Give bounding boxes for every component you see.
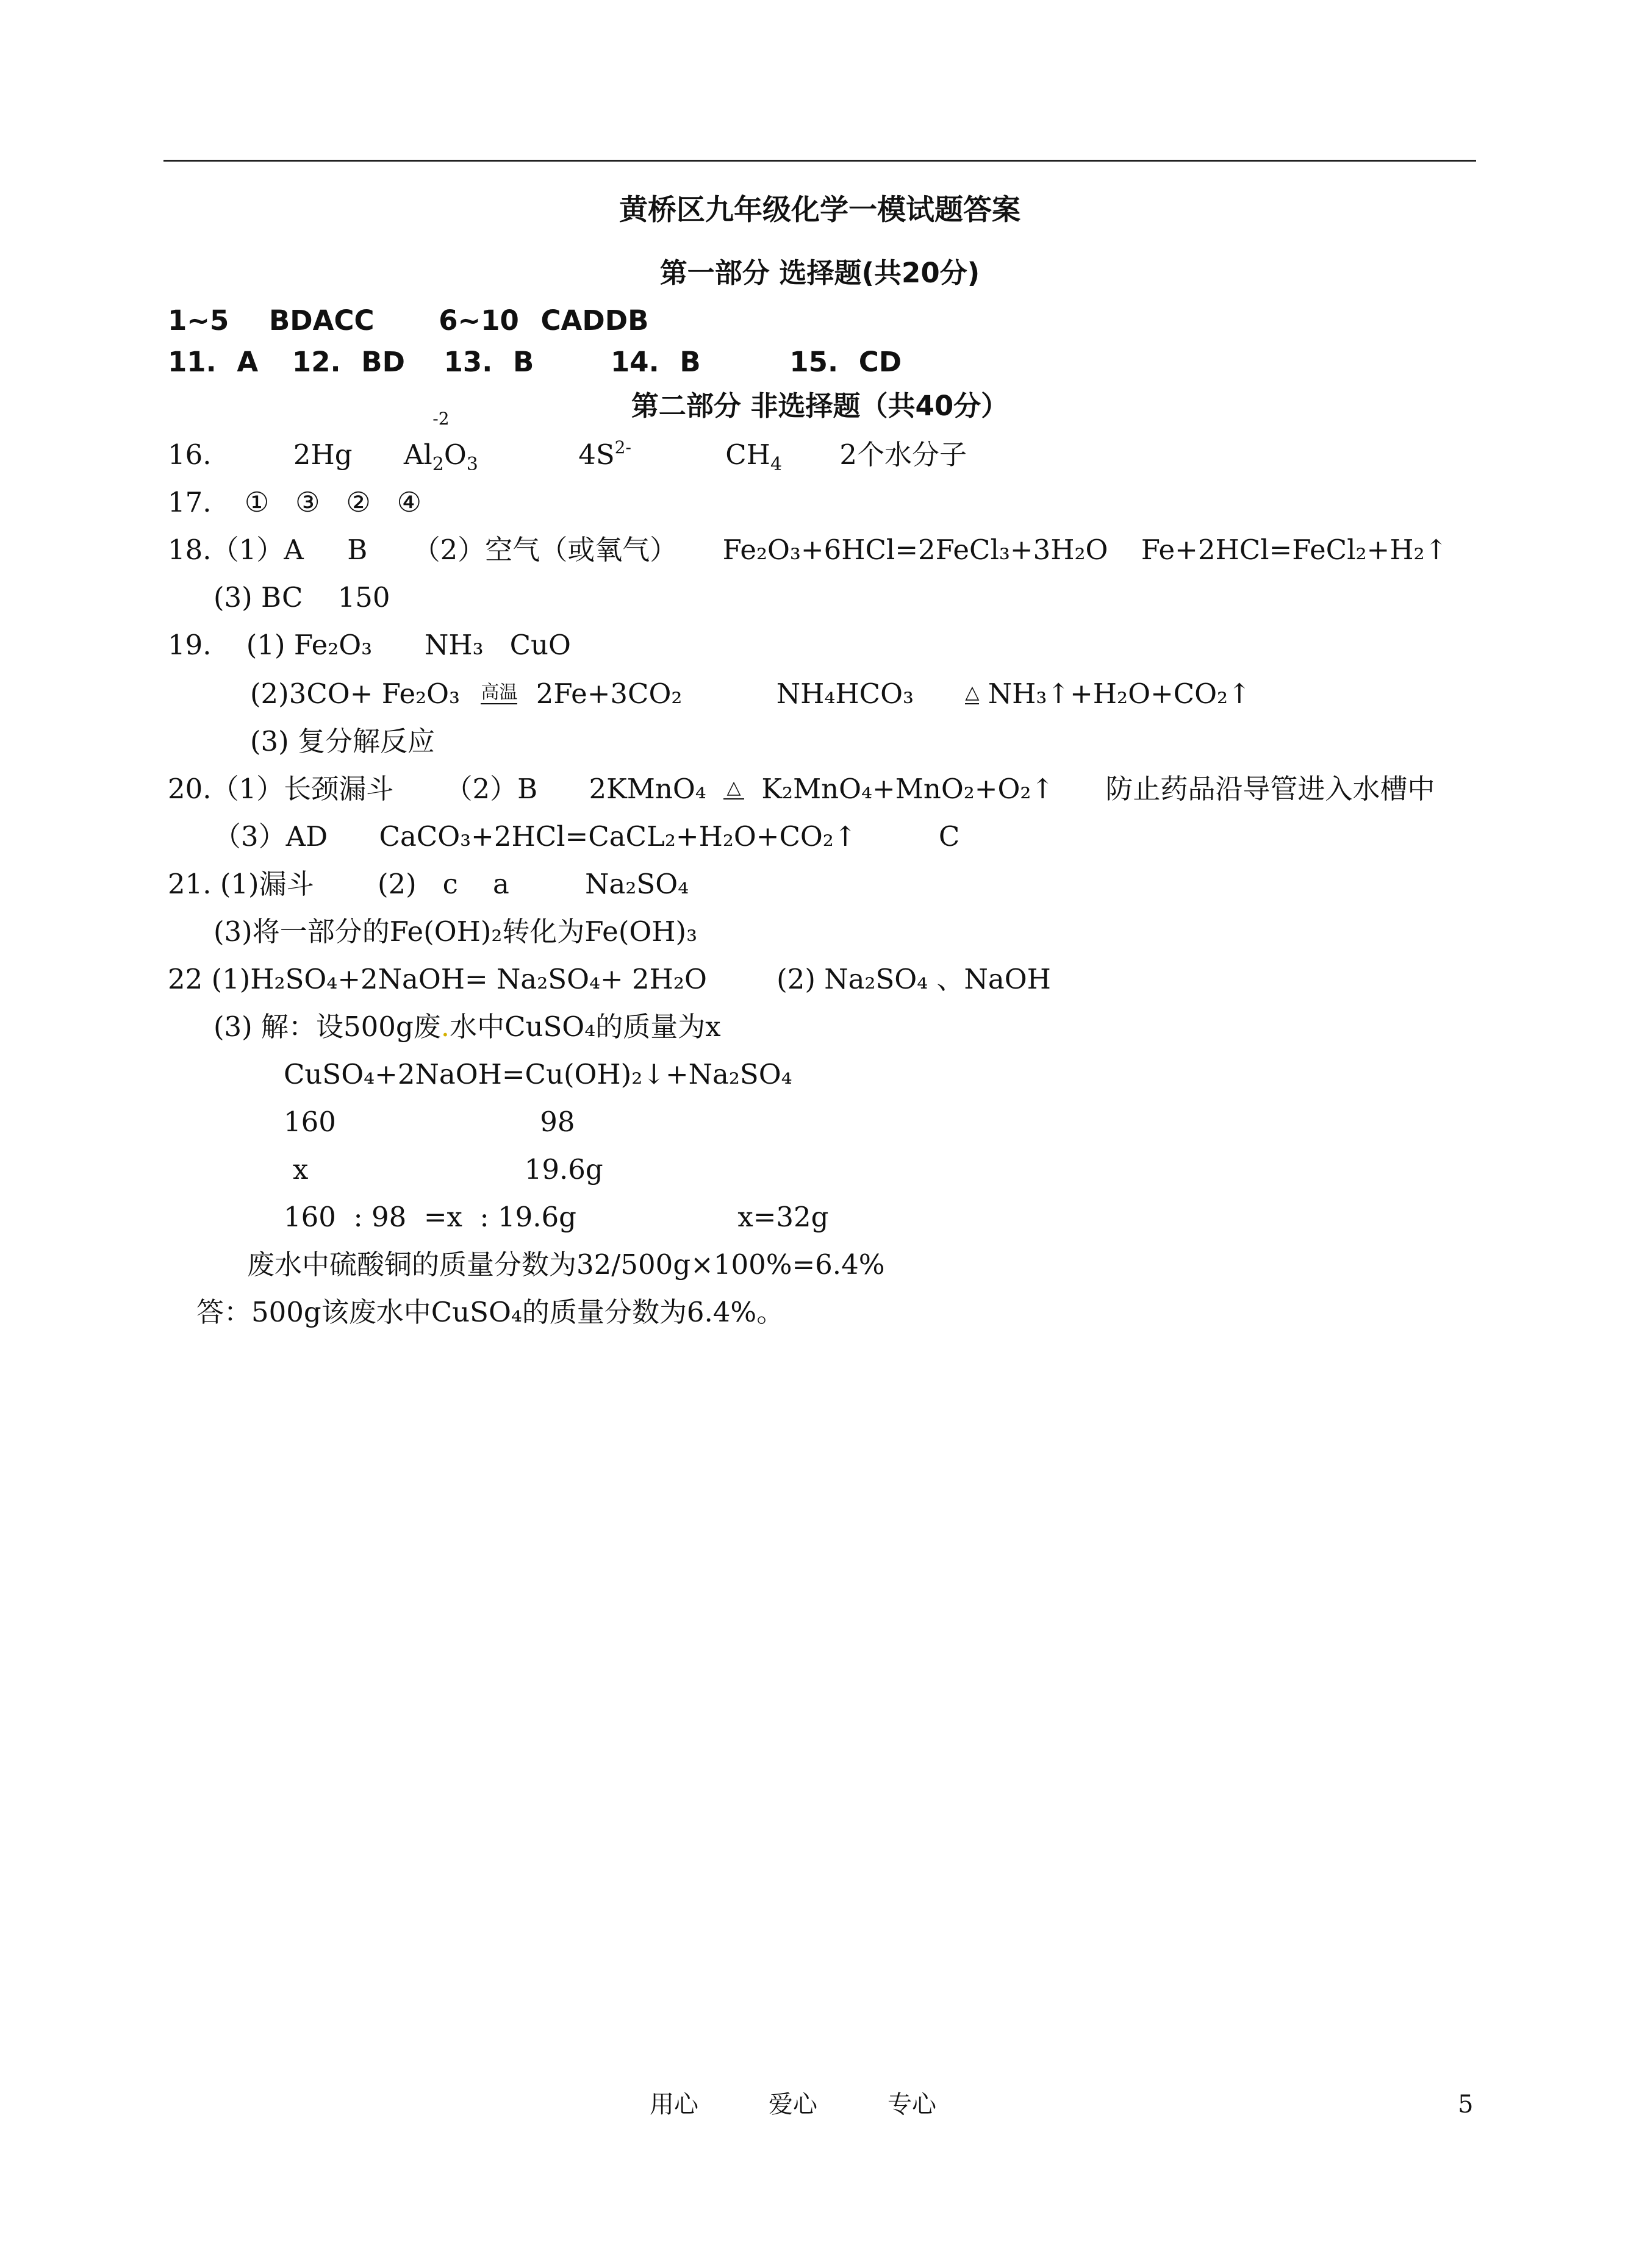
q19-cond-heat <box>965 684 979 704</box>
part2-heading: 第二部分 非选择题（共40分） <box>631 390 1009 422</box>
q16-a3 <box>578 437 631 473</box>
q17-num: 17. <box>168 486 212 518</box>
mc-answers-line2 <box>168 344 902 381</box>
q20-line1 <box>168 771 1435 807</box>
q19-line2 <box>250 676 1251 712</box>
q22-proportion: 160 : 98 =x : 19.6g <box>284 1201 576 1233</box>
q20-reason: 防止药品沿导管进入水槽中 <box>1105 773 1435 805</box>
q22-molar-cuso4: 160 <box>284 1106 336 1138</box>
q16-a1: 2Hg <box>293 438 353 471</box>
footer-item-2: 爱心 <box>769 2091 817 2119</box>
q19-eq1-right: 2Fe+3CO₂ <box>536 678 683 710</box>
q22-line2 <box>213 1009 721 1045</box>
q22-mass-row <box>284 1104 575 1140</box>
q16-a2-sub2: 3 <box>466 454 478 475</box>
q11-num: 11. <box>168 346 217 378</box>
q22-equation: CuSO₄+2NaOH=Cu(OH)₂↓+Na₂SO₄ <box>284 1058 792 1090</box>
q18-part1: 18.（1）A B <box>168 534 368 566</box>
q17-answer: ① ③ ② ④ <box>244 486 421 518</box>
q11-answer: A <box>237 346 259 378</box>
q20-part1: 20.（1）长颈漏斗 <box>168 773 394 805</box>
q20-eq2: CaCO₃+2HCl=CaCL₂+H₂O+CO₂↑ <box>379 820 857 853</box>
q19-line3: (3) 复分解反应 <box>250 725 436 757</box>
q20-eq-left: 2KMnO₄ <box>589 773 706 805</box>
q16-a5: 2个水分子 <box>839 438 967 471</box>
q14-answer: B <box>680 346 701 378</box>
q16-a2 <box>403 409 478 475</box>
q20-eq-right: K₂MnO₄+MnO₂+O₂↑ <box>761 773 1055 805</box>
q18-eq1: Fe₂O₃+6HCl=2FeCl₃+3H₂O <box>722 534 1108 566</box>
mc-answers-line1 <box>168 302 648 339</box>
q21-line1 <box>168 866 689 903</box>
q22-line1 <box>168 961 1051 998</box>
q20-part3-answer: C <box>938 820 960 853</box>
q21-part1: 21. (1)漏斗 <box>168 868 314 900</box>
q21-line2: (3)将一部分的Fe(OH)₂转化为Fe(OH)₃ <box>213 915 698 948</box>
q22-fraction: 废水中硫酸铜的质量分数为32/500g×100%=6.4% <box>247 1248 885 1281</box>
q21-solute: Na₂SO₄ <box>585 868 689 900</box>
q20-part2: （2）B <box>445 773 538 805</box>
q16-valence: -2 <box>432 409 450 429</box>
q20-cond-heat <box>723 779 744 800</box>
q20-part3: （3）AD <box>213 820 328 853</box>
q19-eq1-left: (2)3CO+ Fe₂O₃ <box>250 678 461 710</box>
q16-a3-sup: 2- <box>614 437 631 457</box>
q22-actual-row <box>293 1151 603 1188</box>
q19-cond-label: 高温 <box>481 682 518 703</box>
q18-eq2: Fe+2HCl=FeCl₂+H₂↑ <box>1141 534 1448 566</box>
q22-solution-a: (3) 解：设500g废 <box>213 1011 441 1043</box>
q13-answer: B <box>513 346 534 378</box>
q22-answer: 答：500g该废水中CuSO₄的质量分数为6.4%。 <box>196 1296 784 1328</box>
q22-molar-cuoh2: 98 <box>540 1106 575 1138</box>
mc-range-2: 6~10 <box>439 304 519 337</box>
q22-part2: (2) Na₂SO₄ 、NaOH <box>776 963 1051 995</box>
q22-unknown: x <box>293 1153 309 1186</box>
footer-item-1: 用心 <box>650 2091 698 2119</box>
q16-a4-base: CH <box>725 438 770 471</box>
mc-answers-2: CADDB <box>540 304 649 337</box>
q19-eq2-left: NH₄HCO₃ <box>776 678 914 710</box>
header-rule <box>163 160 1476 162</box>
mc-range-1: 1~5 <box>168 304 229 337</box>
part1-heading: 第一部分 选择题(共20分) <box>659 257 980 289</box>
q22-result-x: x=32g <box>737 1201 829 1233</box>
q20-line2 <box>213 818 959 855</box>
mc-answers-1: BDACC <box>269 304 375 337</box>
page-number: 5 <box>1458 2091 1474 2119</box>
q16-a4 <box>725 437 782 473</box>
q16-num: 16. <box>168 438 212 471</box>
q22-precipitate: 19.6g <box>524 1153 603 1186</box>
q22-proportion-row <box>284 1199 828 1236</box>
q15-answer: CD <box>858 346 902 378</box>
stray-dot-mark: . <box>440 1011 450 1043</box>
q12-answer: BD <box>361 346 405 378</box>
q18-part2: （2）空气（或氧气） <box>412 534 678 566</box>
q22-eq: 22 (1)H₂SO₄+2NaOH= Na₂SO₄+ 2H₂O <box>168 963 707 995</box>
q19-line1: 19. (1) Fe₂O₃ NH₃ CuO <box>168 629 571 661</box>
q16-a4-sub: 4 <box>770 454 783 475</box>
q16-a2-al: Al <box>403 438 432 471</box>
q19-cond-bar <box>481 703 517 704</box>
q19-cond2-bar <box>965 703 979 704</box>
page-title: 黄桥区九年级化学一模试题答案 <box>619 193 1020 227</box>
q19-cond-high-temp <box>481 684 517 704</box>
q16-a3-base: 4S <box>578 438 615 471</box>
footer-item-3: 专心 <box>888 2091 936 2119</box>
q20-cond-bar <box>723 798 744 800</box>
q20-cond-label: △ <box>726 777 741 798</box>
q16-a2-o: O <box>443 438 467 471</box>
q16-a2-sub1: 2 <box>432 454 444 475</box>
q12-num: 12. <box>292 346 341 378</box>
q16-line <box>168 409 967 475</box>
q18-line2: (3) BC 150 <box>213 581 390 614</box>
q15-num: 15. <box>789 346 839 378</box>
q19-cond2-label: △ <box>965 682 980 703</box>
q14-num: 14. <box>610 346 659 378</box>
q19-eq2-right: NH₃↑+H₂O+CO₂↑ <box>988 678 1251 710</box>
q22-solution-b: 水中CuSO₄的质量为x <box>450 1011 721 1043</box>
q13-num: 13. <box>443 346 493 378</box>
q21-part2: (2) c a <box>377 868 509 900</box>
q18-line1 <box>168 532 1447 568</box>
q17-line <box>168 484 421 521</box>
